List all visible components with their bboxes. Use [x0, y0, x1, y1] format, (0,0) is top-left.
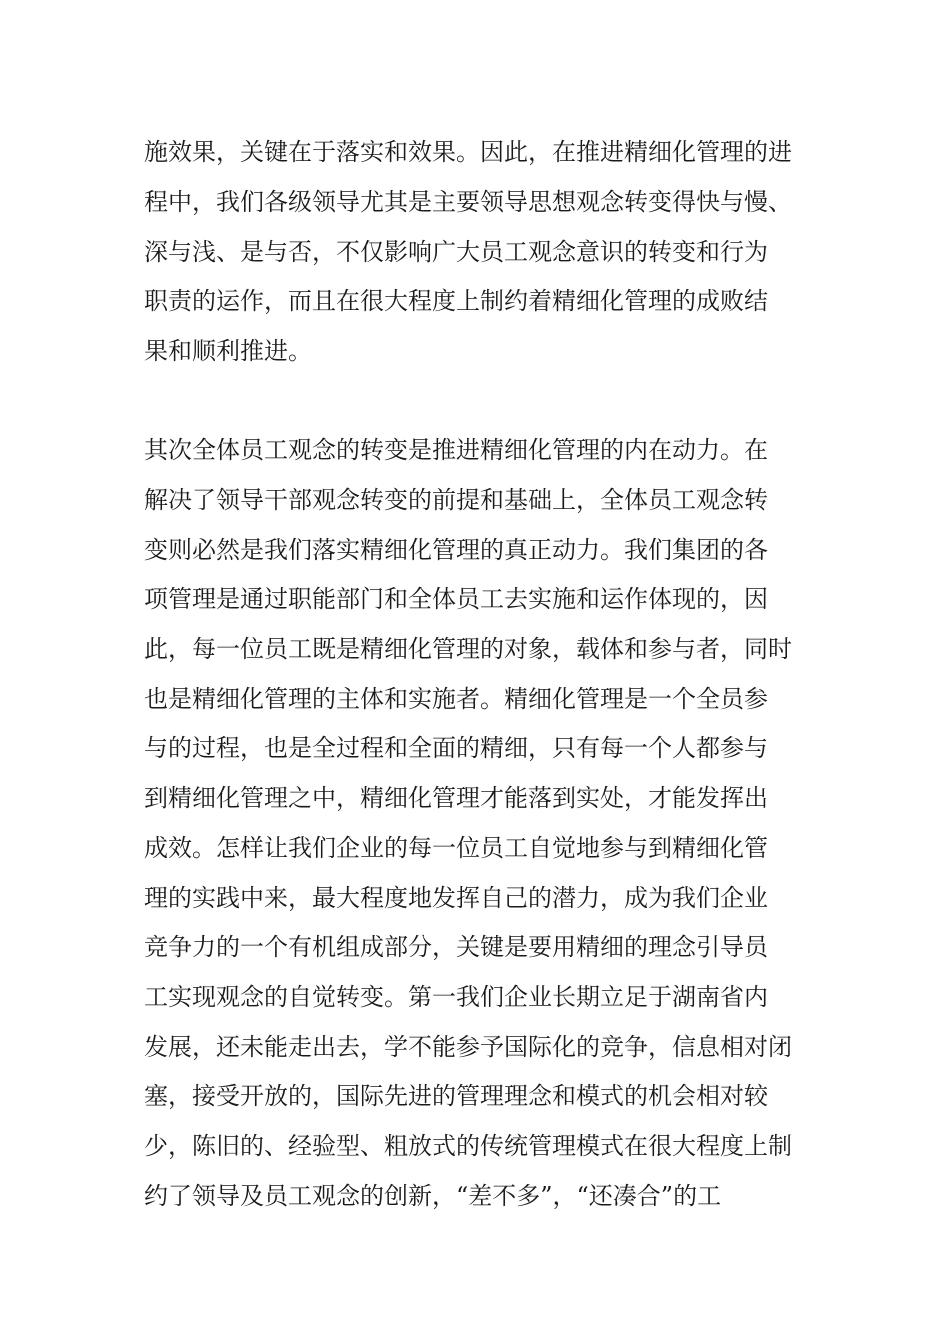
text-line: 到精细化管理之中，精细化管理才能落到实处，才能发挥出: [144, 784, 768, 812]
text-line: 其次全体员工观念的转变是推进精细化管理的内在动力。在: [144, 436, 768, 464]
text-line: 与的过程，也是全过程和全面的精细，只有每一个人都参与: [144, 734, 768, 762]
text-line: 变则必然是我们落实精细化管理的真正动力。我们集团的各: [144, 536, 768, 564]
text-line: 深与浅、是与否，不仅影响广大员工观念意识的转变和行为: [144, 238, 768, 266]
text-line: 少，陈旧的、经验型、粗放式的传统管理模式在很大程度上制: [144, 1132, 792, 1160]
text-line: 解决了领导干部观念转变的前提和基础上，全体员工观念转: [144, 486, 768, 514]
text-line: 果和顺利推进。: [144, 337, 312, 365]
text-line: 项管理是通过职能部门和全体员工去实施和运作体现的，因: [144, 585, 768, 613]
text-line: 此，每一位员工既是精细化管理的对象，载体和参与者，同时: [144, 635, 792, 663]
text-line: 程中，我们各级领导尤其是主要领导思想观念转变得快与慢、: [144, 188, 792, 216]
text-line: 塞，接受开放的，国际先进的管理理念和模式的机会相对较: [144, 1082, 768, 1110]
text-line: 竞争力的一个有机组成部分，关键是要用精细的理念引导员: [144, 933, 768, 961]
text-line: 职责的运作，而且在很大程度上制约着精细化管理的成败结: [144, 287, 768, 315]
text-line: 约了领导及员工观念的创新，“差不多”，“还凑合”的工: [144, 1182, 722, 1210]
text-line: 成效。怎样让我们企业的每一位员工自觉地参与到精细化管: [144, 834, 768, 862]
text-line: 发展，还未能走出去，学不能参予国际化的竞争，信息相对闭: [144, 1033, 792, 1061]
text-line: 施效果，关键在于落实和效果。因此，在推进精细化管理的进: [144, 138, 792, 166]
text-line: 工实现观念的自觉转变。第一我们企业长期立足于湖南省内: [144, 983, 768, 1011]
text-line: 也是精细化管理的主体和实施者。精细化管理是一个全员参: [144, 685, 768, 713]
text-line: 理的实践中来，最大程度地发挥自己的潜力，成为我们企业: [144, 884, 768, 912]
